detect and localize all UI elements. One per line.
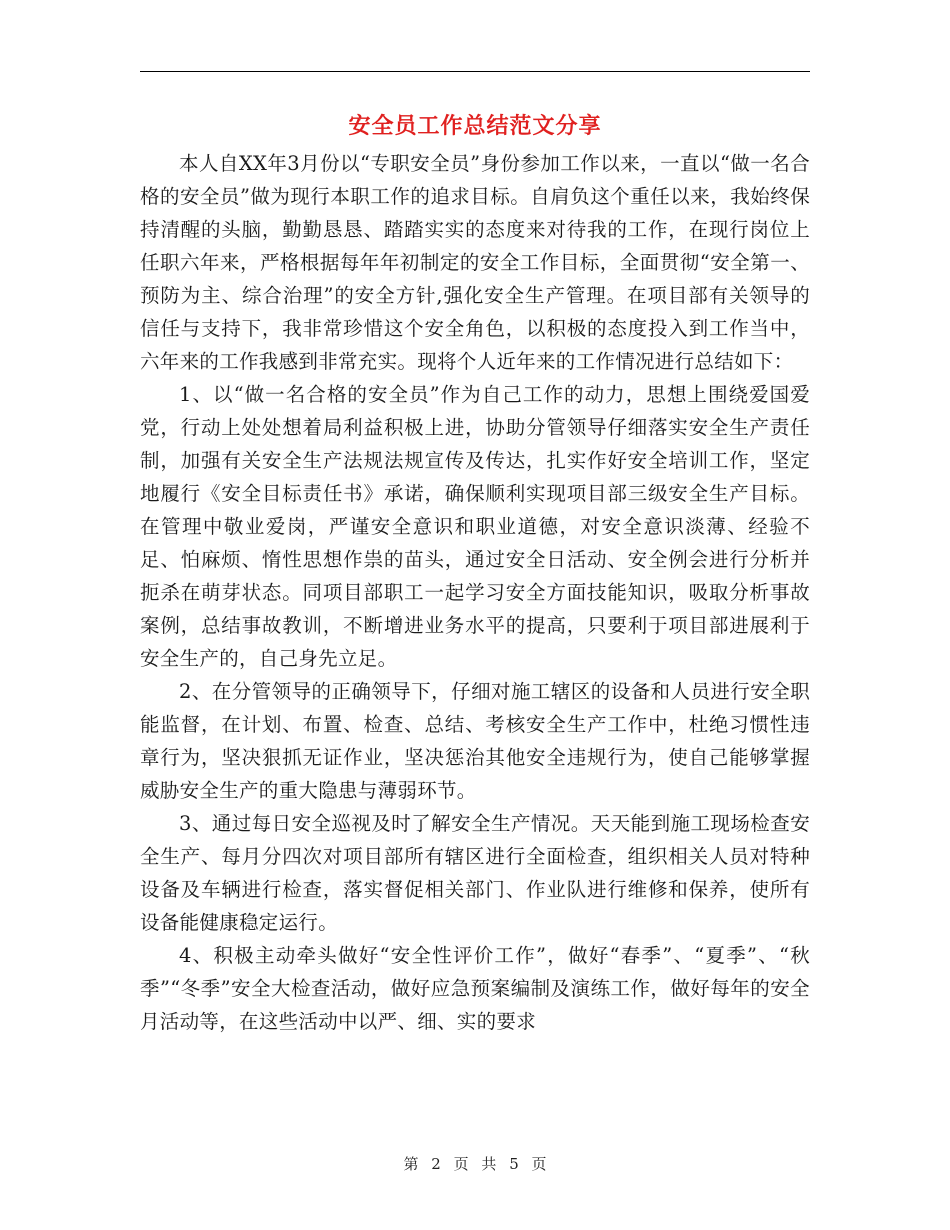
document-title: 安全员工作总结范文分享 <box>348 113 602 139</box>
footer-prefix: 第 <box>403 1155 419 1173</box>
footer-total-pages: 5 <box>509 1155 519 1173</box>
footer-page-unit: 页 <box>453 1155 469 1173</box>
footer-current-page: 2 <box>431 1155 441 1173</box>
paragraph-item-4: 4、积极主动牵头做好“安全性评价工作”，做好“春季”、“夏季”、“秋季”“冬季”安全大检查活动，做好应急预案编制及演练工作，做好每年的安全月活动等，在这些活动中以严、细、实的要求 <box>140 944 810 1033</box>
paragraph-intro: 本人自XX年3月份以“专职安全员”身份参加工作以来，一直以“做一名合格的安全员”做为现行本职工作的追求目标。自肩负这个重任以来，我始终保持清醒的头脑，勤勤恳恳、踏踏实实的态度来对待我的工作，在现行岗位上任职六年来，严格根据每年年初制定的安全工作目标，全面贯彻“安全第一、预防为主、综合治理”的安全方针,强化安全生产管理。在项目部有关领导的信任与支持下，我非常珍惜这个安全角色，以积极的态度投入到工作当中，六年来的工作我感到非常充实。现将个人近年来的工作情况进行总结如下： <box>140 152 810 373</box>
paragraph-item-1: 1、以“做一名合格的安全员”作为自己工作的动力，思想上围绕爱国爱党，行动上处处想着局利益积极上进，协助分管领导仔细落实安全生产责任制，加强有关安全生产法规法规宣传及传达，扎实作好安全培训工作，坚定地履行《安全目标责任书》承诺，确保顺利实现项目部三级安全生产目标。在管理中敬业爱岗，严谨安全意识和职业道德，对安全意识淡薄、经验不足、怕麻烦、惰性思想作祟的苗头，通过安全日活动、安全例会进行分析并扼杀在萌芽状态。同项目部职工一起学习安全方面技能知识，吸取分析事故案例，总结事故教训，不断增进业务水平的提高，只要利于项目部进展利于安全生产的，自己身先立足。 <box>140 383 810 670</box>
header-rule <box>140 71 810 72</box>
footer-total-prefix: 共 <box>481 1155 497 1173</box>
footer-total-unit: 页 <box>531 1155 547 1173</box>
paragraph-item-3: 3、通过每日安全巡视及时了解安全生产情况。天天能到施工现场检查安全生产、每月分四次对项目部所有辖区进行全面检查，组织相关人员对特种设备及车辆进行检查，落实督促相关部门、作业队进行维修和保养，使所有设备能健康稳定运行。 <box>140 812 810 934</box>
page-footer <box>0 1152 950 1176</box>
paragraph-item-2: 2、在分管领导的正确领导下，仔细对施工辖区的设备和人员进行安全职能监督，在计划、布置、检查、总结、考核安全生产工作中，杜绝习惯性违章行为，坚决狠抓无证作业，坚决惩治其他安全违规行为，使自己能够掌握威胁安全生产的重大隐患与薄弱环节。 <box>140 680 810 802</box>
document-body <box>140 147 810 1038</box>
